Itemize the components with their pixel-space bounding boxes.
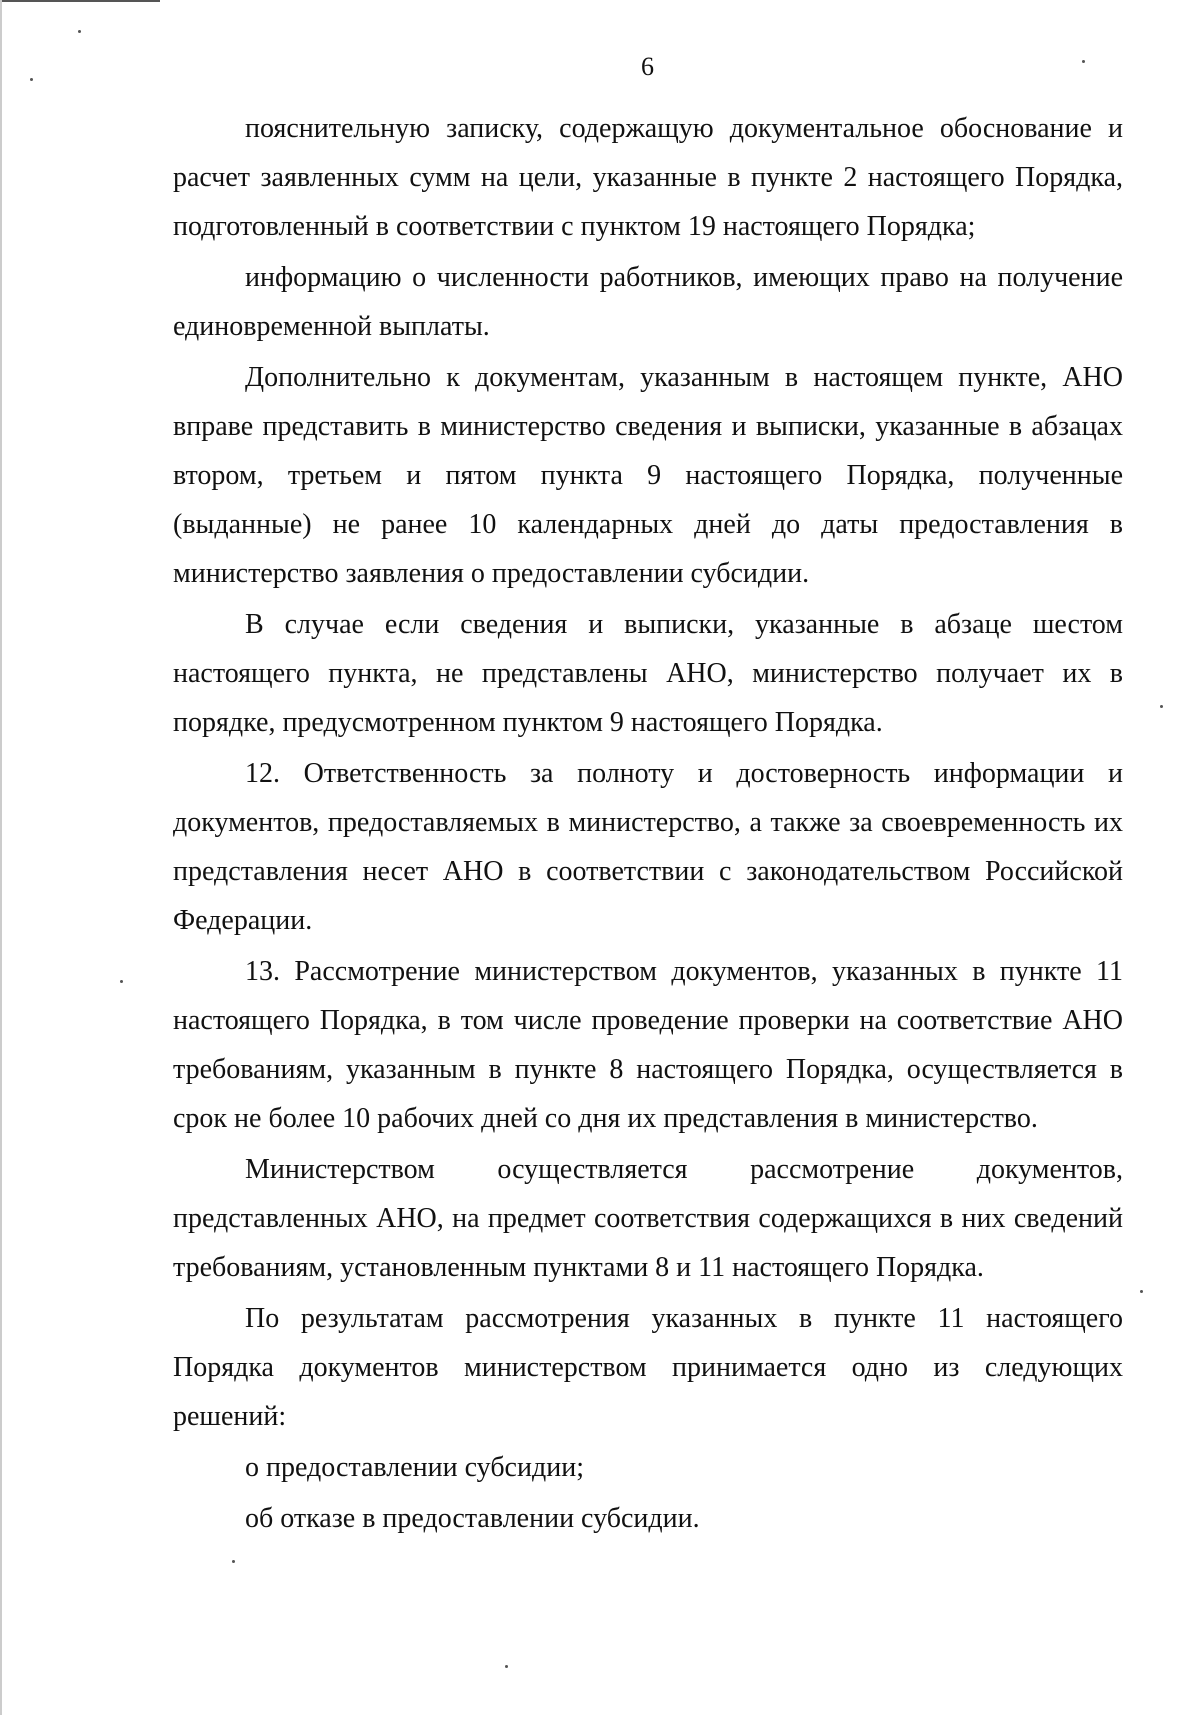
paragraph-item-13: 13. Рассмотрение министерством документов, указанных в пункте 11 настоящего Порядка, в том числе проведение проверки на соответствие АНО требованиям, указанным в пункте 8 настоящего Порядка, осуществляется в срок не более 10 рабочих дней со дня их представления в министерство. xyxy=(173,956,1123,1134)
page-number: 6 xyxy=(641,52,654,81)
paragraph-item-12: 12. Ответственность за полноту и достоверность информации и документов, предоставляемых в министерство, а также за своевременность их представления несет АНО в соответствии с законодательством Российской Федерации. xyxy=(173,758,1123,936)
scan-left-border xyxy=(0,0,2,1715)
paragraph-explanatory-note: пояснительную записку, содержащую документальное обоснование и расчет заявленных сумм на цели, указанные в пункте 2 настоящего Порядка, подготовленный в соответствии с пунктом 19 настоящего Порядка; xyxy=(173,113,1123,242)
paragraph-additional-documents: Дополнительно к документам, указанным в настоящем пункте, АНО вправе представить в министерство сведения и выписки, указанные в абзацах втором, третьем и пятом пункта 9 настоящего Порядка, полученные (выданные) не ранее 10 календарных дней до даты предоставления в министерство заявления о предоставлении субсидии. xyxy=(173,362,1123,589)
scan-speck xyxy=(505,1665,508,1668)
paragraph-ministry-review: Министерством осуществляется рассмотрение документов, представленных АНО, на предмет соответствия содержащихся в них сведений требованиям, установленным пунктами 8 и 11 настоящего Порядка. xyxy=(173,1154,1123,1283)
scan-edge-line xyxy=(0,0,160,2)
list-item-refuse-subsidy: об отказе в предоставлении субсидии. xyxy=(245,1503,700,1534)
scan-speck xyxy=(120,980,123,983)
scan-speck xyxy=(78,30,81,33)
scan-speck xyxy=(1160,705,1163,708)
scan-speck xyxy=(232,1560,235,1563)
document-body xyxy=(173,104,1123,1543)
paragraph-not-submitted-case: В случае если сведения и выписки, указанные в абзаце шестом настоящего пункта, не представлены АНО, министерство получает их в порядке, предусмотренном пунктом 9 настоящего Порядка. xyxy=(173,609,1123,738)
list-item-grant-subsidy: о предоставлении субсидии; xyxy=(245,1452,584,1483)
scan-speck xyxy=(1082,60,1085,63)
scan-speck xyxy=(30,78,33,81)
scan-speck xyxy=(1140,1290,1143,1293)
paragraph-review-results: По результатам рассмотрения указанных в пункте 11 настоящего Порядка документов министерством принимается одно из следующих решений: xyxy=(173,1303,1123,1432)
paragraph-employee-info: информацию о численности работников, имеющих право на получение единовременной выплаты. xyxy=(173,262,1123,342)
